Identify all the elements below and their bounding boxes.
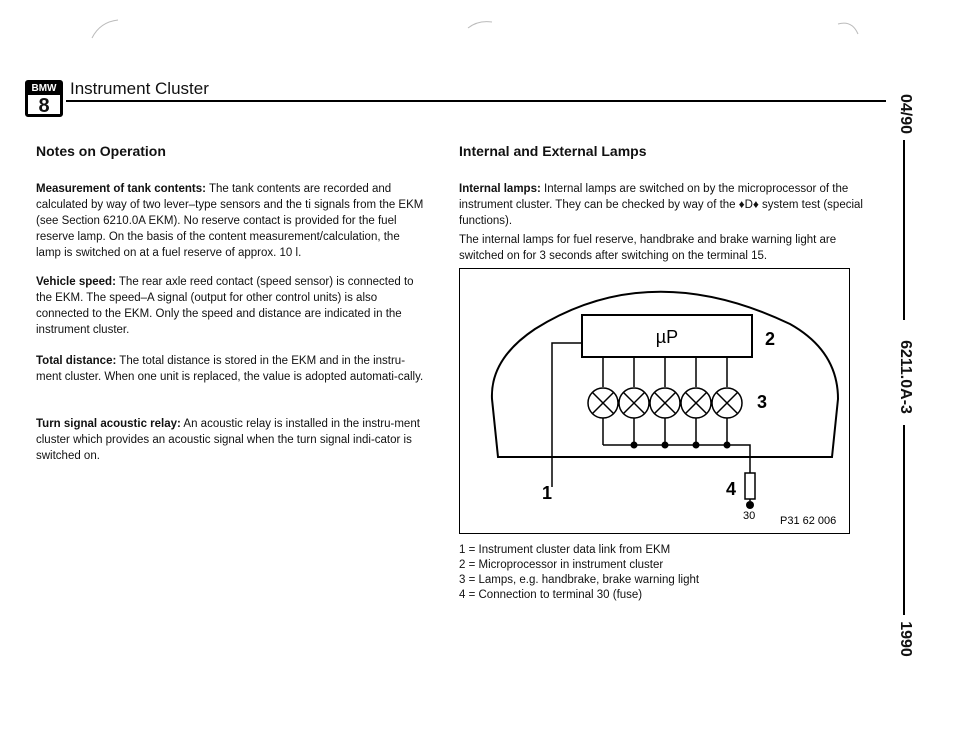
page-title: Instrument Cluster bbox=[70, 79, 209, 98]
figure-ref: P31 62 006 bbox=[780, 515, 837, 527]
label-4: 4 bbox=[726, 479, 737, 499]
bmw-logo bbox=[25, 80, 63, 117]
circuit-svg bbox=[460, 269, 849, 533]
paragraph-text: The rear axle reed contact (speed sensor) is connected to the EKM. The speed–A signal (output for other control units) is also connected to the EKM. Only the speed and distance are indicated in the instrument cluster. bbox=[36, 276, 414, 336]
diagram-legend bbox=[459, 543, 699, 603]
lamp-icon bbox=[681, 388, 711, 418]
scan-artifacts bbox=[0, 0, 960, 60]
side-date: 04/90 bbox=[897, 93, 914, 135]
paragraph-label: Turn signal acoustic relay: bbox=[36, 418, 181, 430]
label-3: 3 bbox=[757, 392, 768, 412]
terminal-connector bbox=[745, 473, 755, 499]
logo-number: 8 bbox=[38, 95, 50, 117]
lamp-icon bbox=[650, 388, 680, 418]
data-link-wire bbox=[552, 343, 582, 487]
side-line-1 bbox=[903, 140, 905, 320]
paragraph-lamp-timing: The internal lamps for fuel reserve, handbrake and brake warning light are switched on for 3 seconds after switching on the terminal 15. bbox=[459, 234, 837, 262]
paragraph-text: An acoustic relay is installed in the instru-ment cluster which provides an acoustic signal when the turn signal indi-cator is switched on. bbox=[36, 418, 420, 462]
paragraph-turn-signal bbox=[36, 416, 426, 464]
header-divider bbox=[66, 100, 886, 102]
paragraph-label: Internal lamps: bbox=[459, 183, 541, 195]
paragraph-internal-lamps bbox=[459, 181, 864, 229]
logo-top-text: BMW bbox=[28, 83, 60, 95]
paragraph-label: Vehicle speed: bbox=[36, 276, 116, 288]
legend-item: 2 = Microprocessor in instrument cluster bbox=[459, 559, 664, 571]
label-2: 2 bbox=[765, 329, 776, 349]
legend-item: 3 = Lamps, e.g. handbrake, brake warning light bbox=[459, 574, 700, 586]
legend-item: 1 = Instrument cluster data link from EKM bbox=[459, 544, 671, 556]
lamp-icon bbox=[588, 388, 618, 418]
side-year: 1990 bbox=[897, 621, 914, 657]
chip-label: µP bbox=[655, 327, 679, 347]
paragraph-vehicle-speed bbox=[36, 274, 426, 338]
paragraph-text: The tank contents are recorded and calculated by way of two lever–type sensors and the ti signals from the EKM (see Section 6210.0A EKM). No reserve contact is provided for the fuel reserve lamp. On the basis of the content measurement/calculation, the lamp is switched on at a fuel reserve of approx. 10 l. bbox=[36, 183, 424, 259]
paragraph-text: The total distance is stored in the EKM and in the instru-ment cluster. When one unit is replaced, the value is adopted automati-cally. bbox=[36, 355, 424, 383]
legend-item: 4 = Connection to terminal 30 (fuse) bbox=[459, 589, 643, 601]
paragraph-total-distance bbox=[36, 353, 426, 385]
lamp-icon bbox=[619, 388, 649, 418]
label-1: 1 bbox=[542, 483, 553, 503]
paragraph-text: Internal lamps are switched on by the microprocessor of the instrument cluster. They can be checked by way of the ♦D♦ system test (special functions). bbox=[459, 183, 863, 227]
lamps-title: Internal and External Lamps bbox=[459, 143, 647, 159]
paragraph-label: Measurement of tank contents: bbox=[36, 183, 206, 195]
terminal-label: 30 bbox=[743, 510, 756, 522]
side-section: 6211.0A-3 bbox=[897, 340, 914, 414]
lamp-icon bbox=[712, 388, 742, 418]
paragraph-tank-contents bbox=[36, 181, 426, 261]
side-line-2 bbox=[903, 425, 905, 615]
paragraph-label: Total distance: bbox=[36, 355, 117, 367]
notes-title: Notes on Operation bbox=[36, 143, 166, 159]
circuit-diagram bbox=[459, 268, 850, 534]
